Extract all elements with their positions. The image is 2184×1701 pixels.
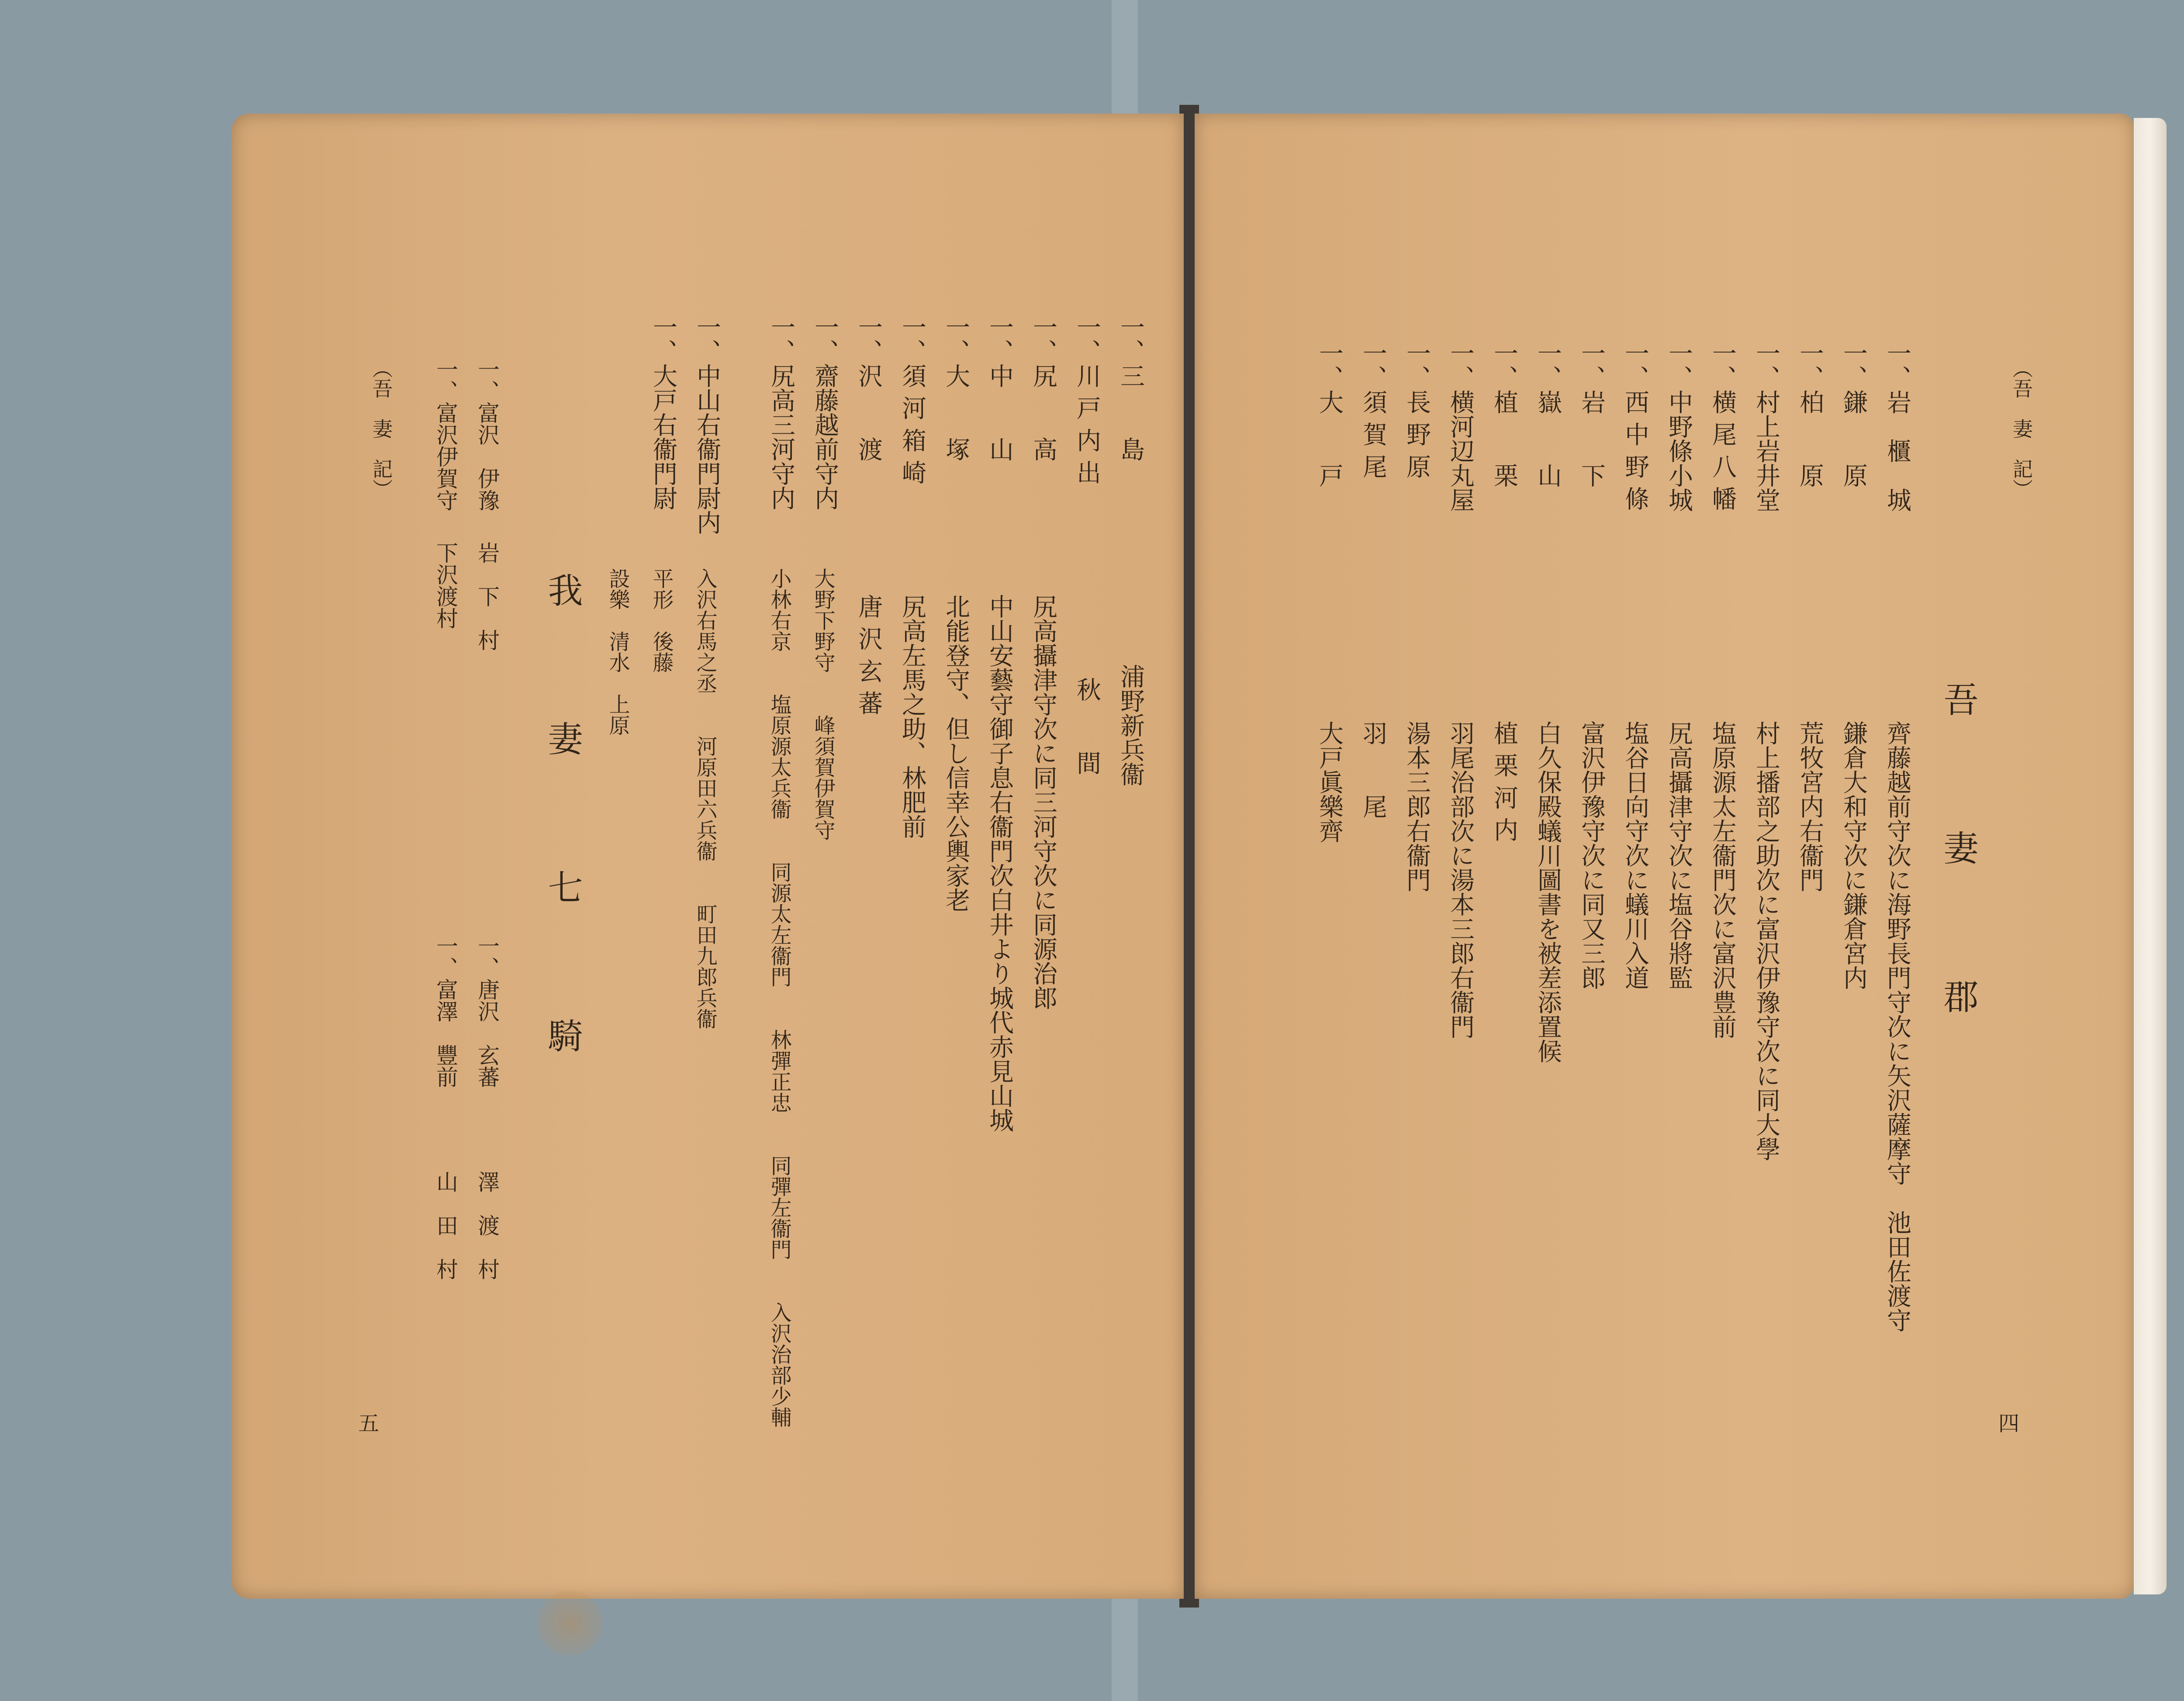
left-entry-3-top: 一、中 山 [985,315,1014,461]
left-entry-4-top: 一、大 塚 [942,315,970,461]
left-entry-10-bottom: 平形 後藤 [649,568,674,673]
left-running-head: （吾 妻 記） [370,358,393,499]
right-entry-4-bottom: 塩原源太左衞門次に富沢豊前 [1708,721,1737,1039]
knight-0-name: 一、富沢 伊豫 [474,358,500,511]
left-entry-8-bottom: 小林右京 塩原源太兵衞 同源太左衞門 林彈正忠 同彈左衞門 入沢治部少輔 [767,568,791,1428]
right-entry-10-bottom: 羽尾治部次に湯本三郎右衞門 [1446,721,1475,1039]
right-entry-11-bottom: 湯本三郎右衞門 [1403,721,1431,892]
right-entry-3-top: 一、村上岩井堂 [1752,341,1780,512]
right-entry-0-bottom: 齊藤越前守次に海野長門守次に矢沢薩摩守 池田佐渡守 [1883,721,1911,1332]
right-page-number: 四 [1998,1411,2020,1436]
right-entry-6-top: 一、西 中 野 條 [1621,341,1649,511]
left-entry-0-bottom: 浦野新兵衞 [1116,664,1145,786]
right-entry-5-top: 一、中野條小城 [1665,341,1693,512]
knight-3-name: 一、富澤 豐前 [433,935,458,1088]
left-entry-9-bottom: 入沢右馬之丞 河原田六兵衞 町田九郎兵衞 [693,568,717,1029]
left-section-title: 我 妻 七 騎 [542,572,583,1092]
right-section-title: 吾 妻 郡 [1938,681,1978,1053]
right-entry-7-top: 一、岩 下 [1577,341,1606,487]
right-entry-3-bottom: 村上播部之助次に富沢伊豫守次に同大學 [1752,721,1780,1161]
left-entry-7-top: 一、齋藤越前守内 [811,315,839,510]
right-entry-8-bottom: 白久保殿蟻川圖書を被差添置候 [1534,721,1562,1063]
left-page [232,114,1184,1599]
left-entry-3-bottom: 中山安藝守御子息右衞門次白井より城代赤見山城 [985,594,1014,1132]
knight-0-village: 岩 下 村 [474,542,500,651]
left-entry-6-top: 一、沢 渡 [854,315,883,461]
left-page-number: 五 [358,1411,380,1436]
knight-2-village: 澤 渡 村 [474,1171,500,1280]
right-entry-0-top: 一、岩 櫃 城 [1883,341,1911,512]
left-entry-5-bottom: 尻高左馬之助、林肥前 [898,594,926,839]
right-entry-2-bottom: 荒牧宮内右衞門 [1796,721,1824,892]
right-entry-12-top: 一、須 賀 尾 [1359,341,1387,479]
right-entry-5-bottom: 尻高攝津守次に塩谷將監 [1665,721,1693,990]
left-entry-10-top: 一、大戸右衞門尉 [649,315,677,510]
knight-1-village: 下沢渡村 [433,542,458,629]
stain-mark [537,1590,603,1656]
knight-2-name: 一、唐沢 玄蕃 [474,935,500,1088]
left-entry-1-bottom: 秋 間 [1073,677,1101,775]
left-entry-1-top: 一、川 戸 内 出 [1073,315,1101,485]
left-entry-2-bottom: 尻高攝津守次に同三河守次に同源治郎 [1029,594,1057,1010]
page-edges [2134,118,2167,1594]
right-entry-12-bottom: 羽 尾 [1359,721,1387,819]
left-entry-11-bottom: 設樂 清水 上原 [605,568,630,736]
left-entry-9-top: 一、中山右衞門尉内 [693,315,721,535]
right-entry-7-bottom: 富沢伊豫守次に同又三郎 [1577,721,1606,990]
right-entry-13-bottom: 大戸眞樂齊 [1315,721,1344,843]
right-entry-8-top: 一、嶽 山 [1534,341,1562,487]
knight-1-name: 一、富沢伊賀守 [433,358,458,511]
left-entry-0-top: 一、三 島 [1116,315,1145,461]
left-entry-5-top: 一、須 河 箱 崎 [898,315,926,485]
right-entry-11-top: 一、長 野 原 [1403,341,1431,479]
right-entry-6-bottom: 塩谷日向守次に蟻川入道 [1621,721,1649,990]
right-entry-9-bottom: 植 栗 河 内 [1490,721,1518,842]
right-entry-13-top: 一、大 戸 [1315,341,1344,487]
right-entry-2-top: 一、柏 原 [1796,341,1824,487]
right-entry-1-top: 一、鎌 原 [1839,341,1868,487]
right-entry-9-top: 一、植 栗 [1490,341,1518,487]
right-running-head: （吾 妻 記） [2010,358,2033,499]
left-entry-6-bottom: 唐 沢 玄 蕃 [854,594,883,716]
left-entry-7-bottom: 大野下野守 峰須賀伊賀守 [811,568,835,840]
right-entry-10-top: 一、横河辺丸屋 [1446,341,1475,512]
left-entry-2-top: 一、尻 高 [1029,315,1057,461]
right-entry-1-bottom: 鎌倉大和守次に鎌倉宮内 [1839,721,1868,990]
left-entry-8-top: 一、尻高三河守内 [767,315,795,510]
left-entry-4-bottom: 北能登守、但し信幸公輿家老 [942,594,970,912]
right-page [1195,114,2134,1599]
right-entry-4-top: 一、横 尾 八 幡 [1708,341,1737,511]
knight-3-village: 山 田 村 [433,1171,458,1280]
